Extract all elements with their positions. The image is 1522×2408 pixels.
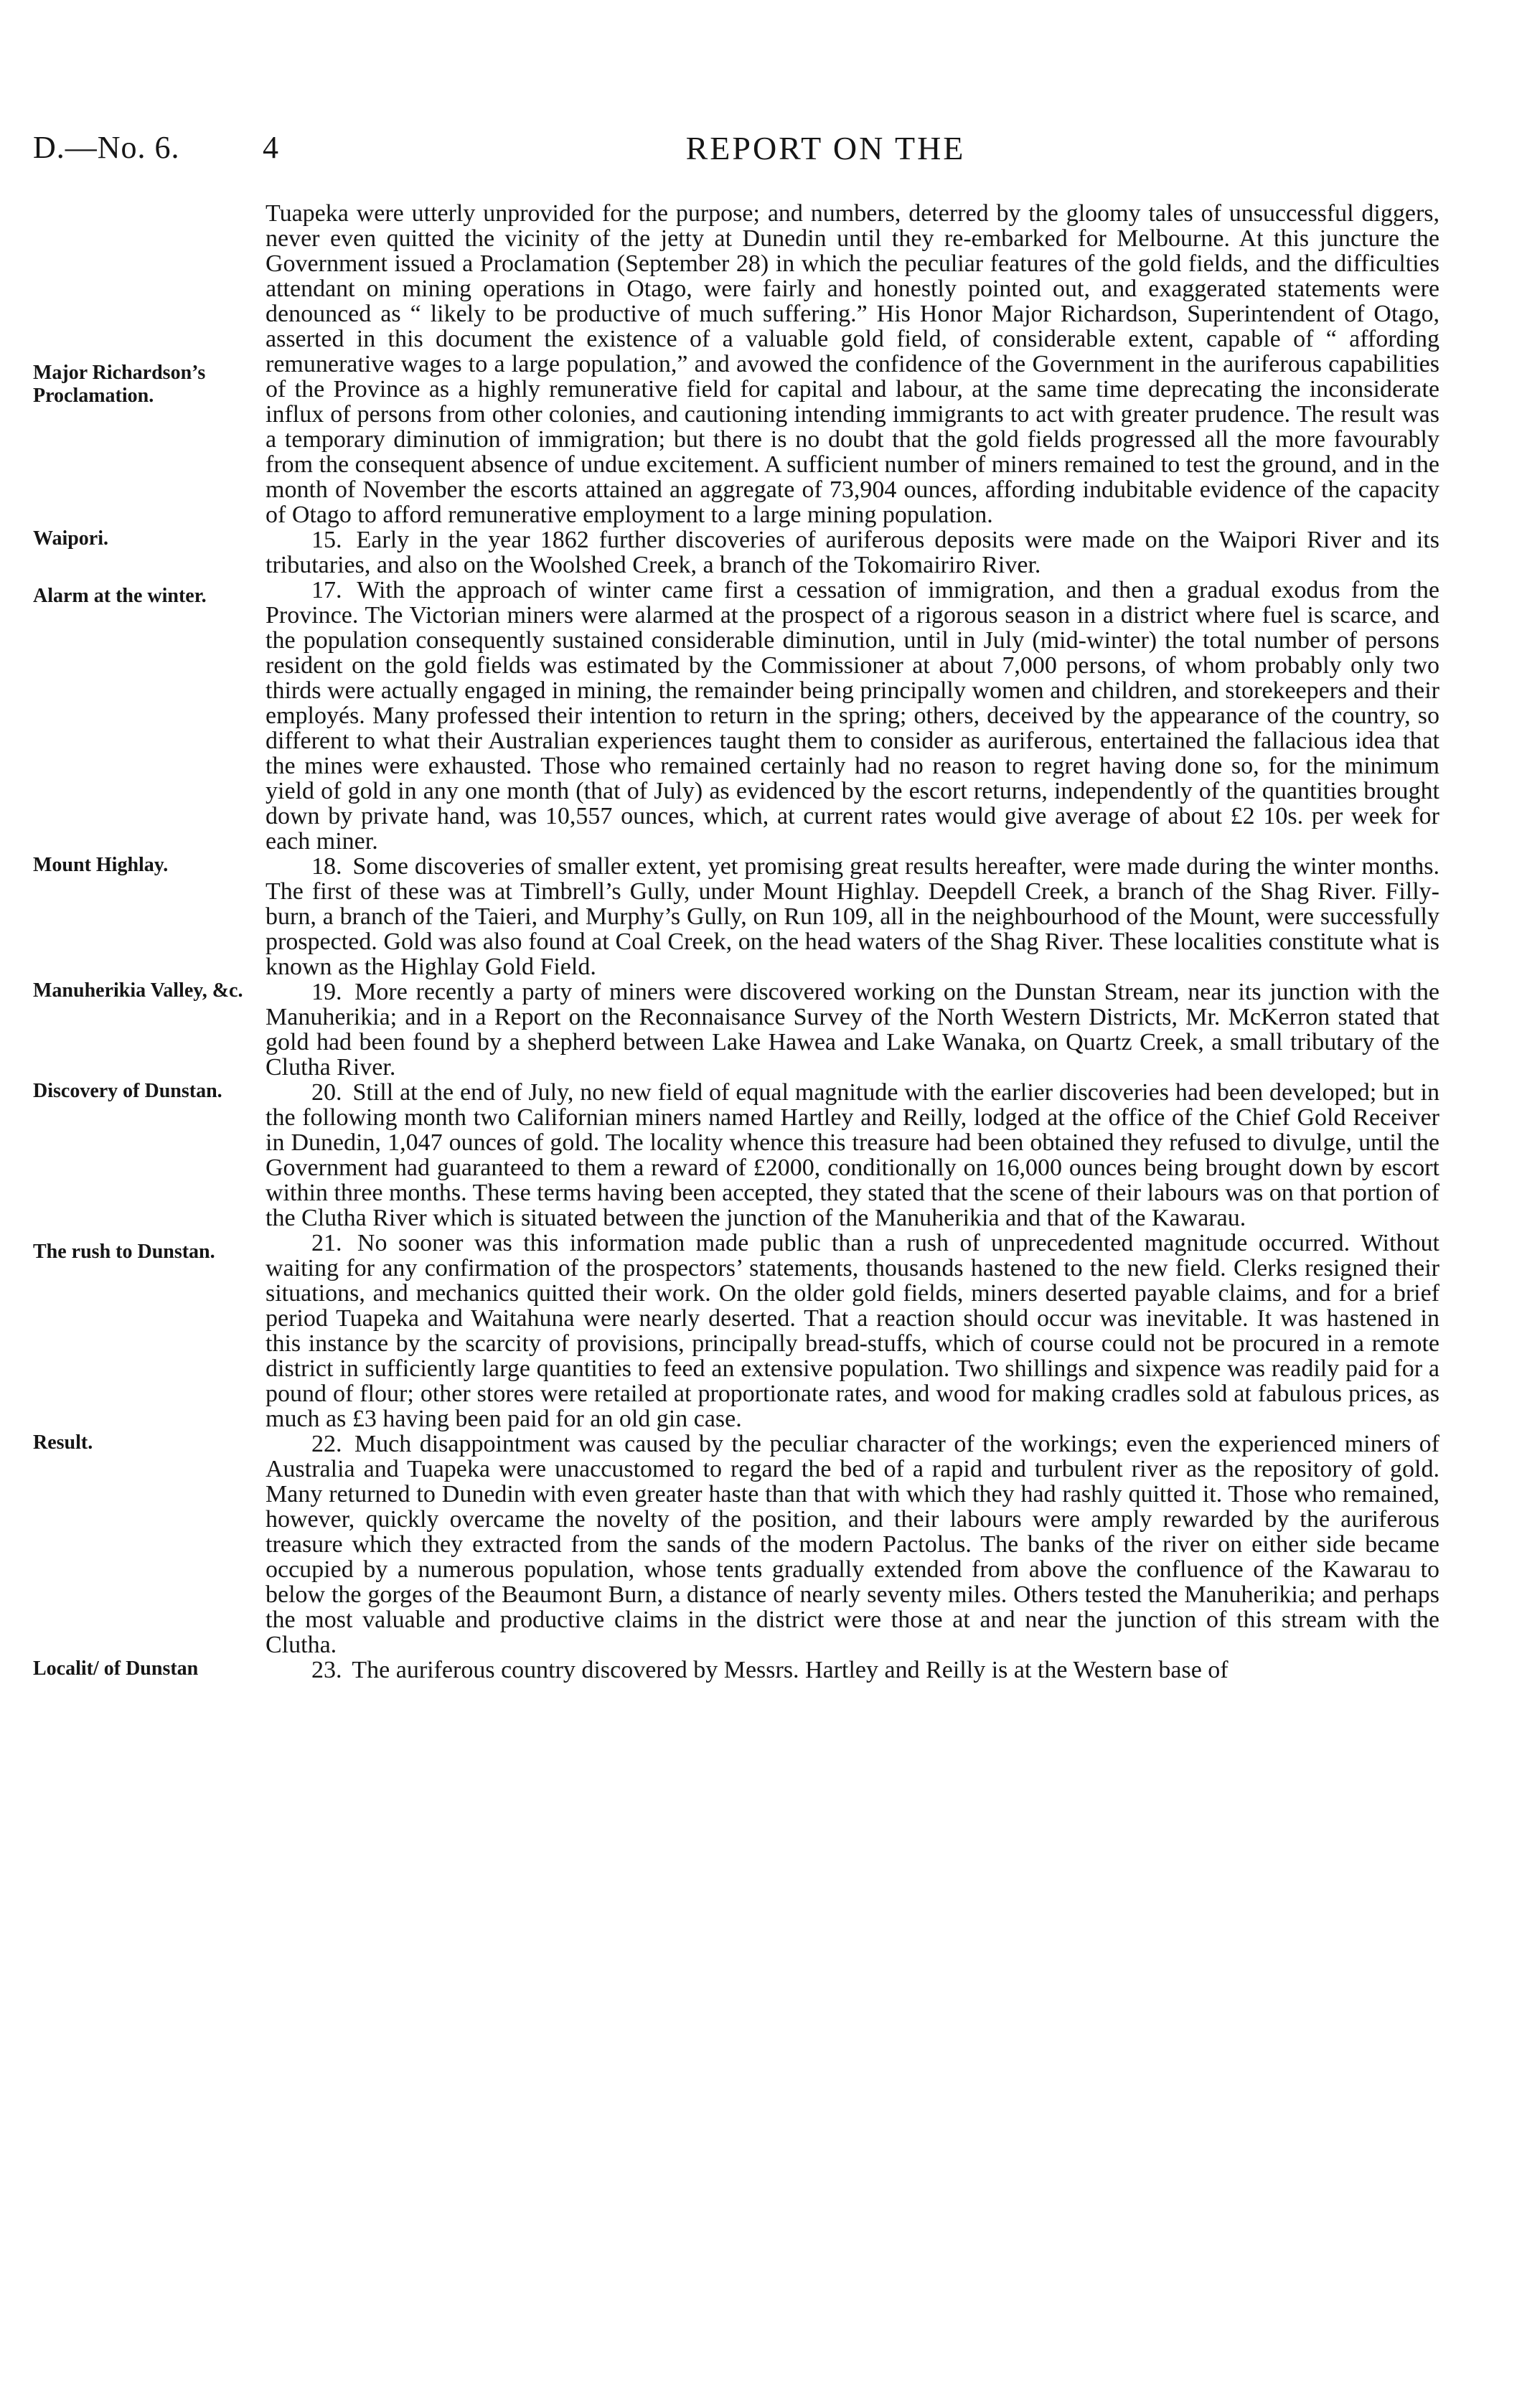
document-id: D.—No. 6. <box>33 130 180 165</box>
paragraph-body: The auriferous country discovered by Messrs. Hartley and Reilly is at the Western base of <box>352 1657 1229 1683</box>
running-title: REPORT ON THE <box>685 130 966 166</box>
paragraph-body: No sooner was this information made public than a rush of unprecedented magnitude occurred. Without waiting for any confirmation of the prospectors’ statements, thousands hastened to the new field. Clerks resigned their situations, and mechanics quitted their work. On the older gold fields, miners deserted payable claims, and for a brief period Tuapeka and Waitahuna were nearly deserted. That a reaction should occur was inevitable. It was hastened in this instance by the scarcity of provisions, principally bread-stuffs, which of course could not be procured in a remote district in sufficiently large quantities to feed an extensive population. Two shillings and sixpence was readily paid for a pound of flour; other stores were retailed at proportionate rates, and wood for making cradles sold at fabulous prices, as much as £3 having been paid for an old gin case. <box>266 1230 1439 1432</box>
margin-note: Alarm at the winter. <box>33 585 207 607</box>
margin-note: Major Richardson’s Proclamation. <box>33 362 206 407</box>
paragraph-text <box>266 1080 1439 1231</box>
paragraph-body: Much disappointment was caused by the peculiar character of the workings; even the experienced miners of Australia and Tuapeka were unaccustomed to regard the bed of a rapid and turbulent river as the repository of gold. Many returned to Dunedin with even greater haste than that with which they had rashly quitted it. Those who remained, however, quickly overcame the novelty of the position, and their labours were amply rewarded by the auriferous treasure which they extracted from the sands of the modern Pactolus. The banks of the river on either side became occupied by a numerous population, whose tents gradually extended from above the confluence of the Kawarau to below the gorges of the Beaumont Burn, a distance of nearly seventy miles. Others tested the Manuherikia; and perhaps the most valuable and productive claims in the district were those at and near the junction of this stream with the Clutha. <box>266 1431 1440 1658</box>
margin-note: Waipori. <box>33 527 109 550</box>
paragraph-text <box>266 979 1439 1080</box>
paragraph-body: Some discoveries of smaller extent, yet promising great results hereafter, were made during the winter months. The first of these was at Timbrell’s Gully, under Mount Highlay. Deepdell Creek, a branch of the Shag River. Filly-burn, a branch of the Taieri, and Murphy’s Gully, on Run 109, all in the neighbourhood of the Mount, were successfully prospected. Gold was also found at Coal Creek, on the head waters of the Shag River. These localities constitute what is known as the Highlay Gold Field. <box>266 853 1440 980</box>
paragraph-body: With the approach of winter came first a cessation of immigration, and then a gradual exodus from the Province. The Victorian miners were alarmed at the prospect of a rigorous season in a district where fuel is scarce, and the population consequently sustained considerable diminution, until in July (mid-winter) the total number of persons resident on the gold fields was estimated by the Commissioner at about 7,000 persons, of whom probably only two thirds were actually engaged in mining, the remainder being principally women and children, and storekeepers and their employés. Many professed their intention to return in the spring; others, deceived by the appearance of the country, so different to what their Australian experiences taught them to consider as auriferous, entertained the fallacious idea that the mines were exhausted. Those who remained certainly had no reason to regret having done so, for the minimum yield of gold in any one month (that of July) as evidenced by the escort returns, independently of the quantities brought down by private hand, was 10,557 ounces, which, at current rates would give average of about £2 10s. per week for each miner. <box>266 577 1439 855</box>
paragraph-text <box>266 527 1439 578</box>
paragraph-number: 19. <box>311 979 342 1005</box>
page-number: 4 <box>263 130 278 165</box>
paragraph-text <box>266 1657 1439 1683</box>
paragraph-text <box>266 1431 1439 1657</box>
paragraph-text <box>266 578 1439 854</box>
paragraph-number: 20. <box>311 1079 342 1106</box>
paragraph-row <box>0 1231 1522 1431</box>
margin-note: Mount Highlay. <box>33 854 169 876</box>
margin-note: Manuherikia Valley, &c. <box>33 979 243 1002</box>
paragraph-body: Early in the year 1862 further discoveries of auriferous deposits were made on the Waipori River and its tributaries, and also on the Woolshed Creek, a branch of the Tokomairiro River. <box>266 527 1440 578</box>
paragraph-row <box>0 201 1522 527</box>
paragraph-number: 21. <box>311 1230 342 1256</box>
paragraph-row <box>0 1657 1522 1683</box>
paragraph-text: Tuapeka were utterly unprovided for the purpose; and numbers, deterred by the gloomy tales of unsuccessful diggers, never even quitted the vicinity of the jetty at Dunedin until they re-embarked for Melbourne. At this juncture the Government issued a Proclamation (September 28) in which the peculiar features of the gold fields, and the difficulties attendant on mining operations in Otago, were fairly and honestly pointed out, and exaggerated statements were denounced as “ likely to be productive of much suffering.” His Honor Major Richardson, Superintendent of Otago, asserted in this document the existence of a valuable gold field, of considerable extent, capable of “ affording remunerative wages to a large population,” and avowed the confidence of the Government in the auriferous capabilities of the Province as a highly remunerative field for capital and labour, at the same time deprecating the inconsiderate influx of persons from other colonies, and cautioning intending immigrants to act with greater prudence. The result was a temporary diminution of immigration; but there is no doubt that the gold fields progressed all the more favourably from the consequent absence of undue excitement. A sufficient number of miners remained to test the ground, and in the month of November the escorts attained an aggregate of 73,904 ounces, affording indubitable evidence of the capacity of Otago to afford remunerative employment to a large mining population. <box>266 200 1439 528</box>
paragraph-body: More recently a party of miners were discovered working on the Dunstan Stream, near its junction with the Manuherikia; and in a Report on the Reconnaisance Survey of the North Western Districts, Mr. McKerron stated that gold had been found by a shepherd between Lake Hawea and Lake Wanaka, on Quartz Creek, a small tributary of the Clutha River. <box>266 979 1439 1081</box>
paragraph-number: 23. <box>311 1657 342 1683</box>
paragraph-number: 18. <box>311 853 342 880</box>
paragraph-text <box>266 1231 1439 1431</box>
paragraph-row <box>0 527 1522 578</box>
margin-note: The rush to Dunstan. <box>33 1241 215 1263</box>
paragraph-row <box>0 1080 1522 1231</box>
paragraph-row <box>0 1431 1522 1657</box>
paragraph-number: 15. <box>311 527 342 553</box>
margin-note: Localit/ of Dunstan <box>33 1657 199 1680</box>
page-header <box>33 129 1489 172</box>
page-body <box>0 201 1522 1683</box>
paragraph-row <box>0 578 1522 854</box>
margin-note: Result. <box>33 1431 93 1454</box>
margin-note: Discovery of Dunstan. <box>33 1080 222 1102</box>
paragraph-number: 17. <box>311 577 342 603</box>
paragraph-text <box>266 854 1439 979</box>
paragraph-number: 22. <box>311 1431 342 1457</box>
paragraph-row <box>0 979 1522 1080</box>
paragraph-row <box>0 854 1522 979</box>
paragraph-body: Still at the end of July, no new field of equal magnitude with the earlier discoveries had been developed; but in the following month two Californian miners named Hartley and Reilly, lodged at the office of the Chief Gold Receiver in Dunedin, 1,047 ounces of gold. The locality whence this treasure had been obtained they refused to divulge, until the Government had guaranteed to them a reward of £2000, conditionally on 16,000 ounces being brought down by escort within three months. These terms having been accepted, they stated that the scene of their labours was on that portion of the Clutha River which is situated between the junction of the Manuherikia and that of the Kawarau. <box>266 1079 1439 1231</box>
